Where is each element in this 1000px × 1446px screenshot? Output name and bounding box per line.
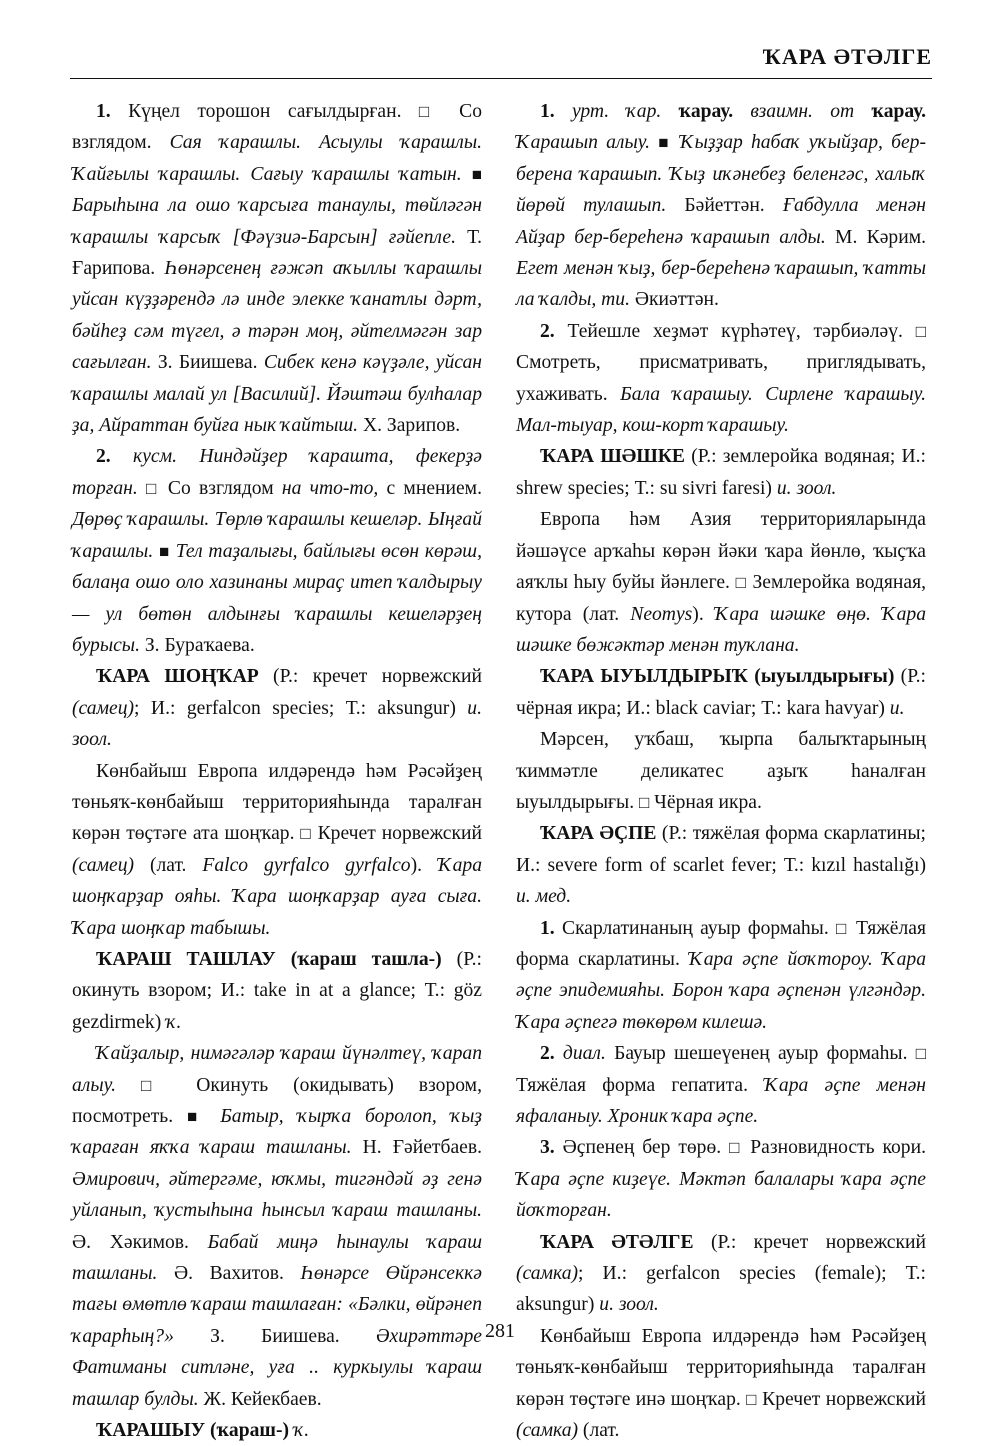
quotation: Әмирович, әйтергәме, юҡмы, тигәндәй әҙ генә уйланып, ҡустыһына һынсыл ҡараш ташланы.	[72, 1168, 482, 1222]
entry-sense-3	[516, 1132, 926, 1226]
entry-sense-2	[516, 316, 926, 442]
grammar-label: и. мед.	[516, 886, 572, 908]
example-text: Дөрөҫ ҡарашлы. Төрлө ҡарашлы кешеләр. Ыңғай ҡарашлы.	[72, 509, 482, 562]
translations: (Р.: чёрная икра; И.: black caviar; Т.: kara havyar)	[516, 666, 926, 719]
grammar-label: и. зоол.	[72, 697, 482, 751]
russian-gloss: Кречет норвежский	[756, 1388, 926, 1410]
example-marker-icon: ■	[187, 1107, 207, 1126]
ru-marker-icon: □	[746, 1389, 757, 1409]
entry-karash-tashlau	[72, 944, 482, 1038]
quotation: Батыр, ҡырҡа боролоп, ҡыҙ ҡараған яҡҡа ҡараш ташланы.	[72, 1106, 482, 1159]
header-rule	[70, 78, 932, 79]
example-marker-icon: ■	[158, 541, 170, 561]
quote-author: Бәйеттән.	[666, 195, 783, 217]
quote-author: Әкиәттән.	[629, 289, 719, 311]
entry-kara-atalge	[516, 1227, 926, 1321]
quotation: Ғабдулла менән Айҙар бер-береһенә ҡарашып алды.	[516, 195, 926, 248]
translations: ; И.: gerfalcon species (female); Т.: aksungur)	[516, 1263, 926, 1316]
russian-gloss: (лат.	[134, 854, 203, 876]
russian-gloss: Землеройка водяная, кутора (лат.	[516, 572, 926, 625]
translations: (Р.: тяжёлая форма скарлатины; И.: severe form of scarlet fever; Т.: kızıl hastalığı)	[516, 823, 926, 876]
cross-reference: ҡарау.	[871, 101, 926, 122]
quote-author: Х. Зарипов.	[358, 415, 461, 437]
quotation: Һөнәрсенең ғәжәп аҡыллы ҡарашлы уйсан күҙҙәрендә лә инде элекке ҡанатлы дәрт, бәйһеҙ сәм түгел, ә тәрән моң, әйтелмәгән зар сағылған.	[72, 258, 483, 374]
entry-definition	[72, 756, 482, 944]
grammar-label: и.	[889, 697, 905, 719]
quote-author: Ә. Хәкимов.	[72, 1231, 208, 1253]
grammar-label: ҡ.	[166, 1011, 182, 1033]
russian-gloss: Тяжёлая форма гепатита.	[516, 1074, 765, 1096]
definition-text: Ниндәйҙер ҡарашта, фекерҙә торған.	[72, 446, 482, 499]
definition-text: Европа һәм Азия территорияларында йәшәүсе арҡаһы көрән йәки ҡара йөнлө, ҡыҫҡа аяҡлы һыу буйы йәнлеге.	[516, 509, 926, 594]
example-marker-icon: ■	[658, 133, 672, 153]
page-number: 281	[485, 1320, 515, 1342]
entry-sense-1	[516, 913, 926, 1039]
translation-note: (самка)	[516, 1420, 579, 1442]
sense-number: 2.	[540, 320, 555, 342]
sense-number: 1.	[540, 101, 555, 122]
quotation: Сибек кенә кәүҙәле, уйсан ҡарашлы малай ул [Василий]. Йәштәш булһалар ҙа, Айраттан буйға нык ҡайтыш.	[72, 352, 482, 437]
quotation: Тел таҙалығы, байлығы өсөн көрәш, балаңа ошо оло хазинаны мираҫ итеп ҡалдырыу — ул бөтөн алдынғы ҡарашлы кешеләрҙең бурысы.	[72, 540, 482, 656]
translation-note: (самец)	[72, 697, 135, 719]
ru-marker-icon: □	[729, 1138, 743, 1158]
ru-marker-icon: □	[146, 478, 160, 498]
quotation: Ҡыҙҙар һабаҡ уҡыйҙар, бер-берена ҡарашып. Ҡыҙ иҡәнебеҙ беленгәс, халыҡ йөрөй тулашып.	[516, 132, 926, 217]
definition-text: Тейешле хеҙмәт күрһәтеү, тәрбиәләү.	[554, 320, 916, 342]
russian-gloss: ).	[410, 854, 438, 876]
ru-marker-icon: □	[836, 918, 849, 938]
quote-author: М. Кәрим.	[825, 226, 926, 248]
russian-gloss: Со взглядом	[159, 477, 282, 499]
example-text: Ҡарашып алыу.	[516, 132, 651, 154]
example-text: Ҡара әҫпе менән яфаланыу. Хроник ҡара әҫпе.	[516, 1074, 926, 1127]
grammar-label: взаимн. от	[733, 101, 872, 122]
entry-kara-aspe	[516, 818, 926, 912]
example-text: Ҡара шәшке өңө. Ҡара шәшке бөжәктәр менән туҡлана.	[516, 603, 927, 656]
headword: ҠАРАШЫУ (ҡараш-)	[96, 1420, 289, 1442]
ru-marker-icon: □	[915, 321, 926, 341]
sense-number: 2.	[540, 1043, 555, 1065]
quote-author: Н. Ғәйетбаев.	[351, 1137, 482, 1159]
example-text: Ҡара әҫпе киҙеүе. Мәктәп балалары ҡара әҫпе йоҡторған.	[516, 1168, 926, 1222]
grammar-label: ҡ.	[289, 1420, 310, 1442]
grammar-label: и. зоол.	[599, 1294, 659, 1316]
latin-name: Neomys	[630, 603, 693, 625]
definition-text: Бауыр шешеүенең ауыр формаһы.	[605, 1043, 916, 1065]
running-head: ҠАРА ӘТӘЛГЕ	[762, 44, 932, 69]
grammar-label: урт. ҡар.	[554, 101, 679, 122]
quotation: Бабай миңә һынаулы ҡараш ташланы.	[72, 1231, 482, 1285]
entry-sense-1	[516, 96, 926, 316]
entry-definition	[516, 504, 926, 661]
translations: (Р.: землеройка водяная; И.: shrew species; Т.: su sivri faresi)	[516, 446, 926, 499]
quotation: Егет менән ҡыҙ, бер-береһенә ҡарашып, ҡатты ла ҡалды, ти.	[516, 258, 926, 311]
entry-kara-yuyldyryk	[516, 661, 926, 724]
quote-author: Ә. Вахитов.	[157, 1263, 301, 1285]
definition-text: Көнбайыш Европа илдәрендә һәм Рәсәйҙең төньяҡ-көнбайыш территорияһында таралған көрән төҫтәге ата шоңҡар.	[72, 760, 482, 845]
example-text: Ҡара шоңҡарҙар ояһы. Ҡара шоңҡарҙар ауға сыға. Ҡара шоңҡар табышы.	[72, 854, 483, 939]
russian-gloss: Смотреть, присматривать, приглядывать, ухаживать.	[516, 352, 926, 405]
quotation: Барыһына ла ошо ҡарсыға танаулы, төйләгән ҡарашлы ҡарсыҡ [Фәүзиә-Барсын] ғәйепле.	[72, 195, 482, 248]
russian-gloss: Со взглядом.	[72, 101, 482, 154]
sense-number: 2.	[96, 446, 111, 468]
russian-gloss: Окинуть (окидывать) взором, посмотреть.	[72, 1074, 482, 1127]
sense-number: 1.	[540, 917, 555, 939]
example-text: Сая ҡарашлы. Асыулы ҡарашлы. Ҡайғылы ҡарашлы. Сағыу ҡарашлы ҡатын.	[72, 132, 482, 185]
definition-text: Мәрсен, уҡбаш, ҡырпа балыҡтарының ҡиммәтле деликатес аҙыҡ һаналған ыуылдырығы.	[516, 729, 926, 813]
quote-author: З. Биишева.	[151, 352, 264, 374]
quote-author: З. Биишева.	[173, 1325, 376, 1347]
ru-marker-icon: □	[300, 824, 312, 844]
russian-gloss: (лат.	[578, 1420, 620, 1442]
entry-sense-1	[72, 96, 482, 441]
quotation: Һөнәрсе Өйрәнсеккә тағы өмөтлө ҡараш ташлаған: «Бәлки, өйрәнеп ҡарарһың?»	[72, 1263, 482, 1347]
entry-kara-shonkar	[72, 661, 482, 755]
translation-note: (самка)	[516, 1263, 579, 1285]
quote-author: Т. Ғарипова.	[72, 226, 482, 280]
latin-name: Falco gyrfalco gyrfalco	[202, 854, 411, 876]
headword: ҠАРА ШОҢҠАР	[96, 666, 259, 688]
quote-author: З. Бураҡаева.	[139, 634, 255, 656]
russian-gloss: Кречет норвежский	[311, 823, 482, 845]
translations: (Р.: кречет норвежский	[258, 666, 482, 688]
headword: ҠАРА ЫУЫЛДЫРЫҠ (ыуылдырығы)	[540, 666, 895, 688]
entry-definition	[72, 1038, 482, 1415]
headword: ҠАРАШ ТАШЛАУ (ҡараш ташла-)	[96, 948, 442, 970]
translations: ; И.: gerfalcon species; Т.: aksungur)	[134, 697, 468, 719]
ru-marker-icon: □	[639, 792, 650, 812]
entry-definition	[516, 724, 926, 818]
ru-marker-icon: □	[140, 1075, 172, 1095]
definition-text: Көнбайыш Европа илдәрендә һәм Рәсәйҙең төньяҡ-көнбайыш территорияһында таралған көрән төҫтәге инә шоңҡар.	[516, 1325, 926, 1410]
right-column	[516, 96, 926, 1446]
headword: ҠАРА ӘҪПЕ	[540, 823, 657, 845]
russian-gloss-italic: на что-то,	[281, 477, 379, 499]
left-column	[72, 96, 482, 1446]
grammar-label: кусм.	[110, 446, 178, 468]
example-marker-icon: ■	[471, 164, 482, 184]
definition-text: Скарлатинаның ауыр формаһы.	[554, 917, 837, 939]
russian-gloss: Чёрная икра.	[649, 791, 762, 813]
russian-gloss: Разновидность кори.	[742, 1137, 926, 1159]
definition-text: Күңел торошон сағылдырған.	[110, 101, 419, 122]
grammar-label: и. зоол.	[776, 477, 837, 499]
definition-text: Әҫпенең бер төрө.	[554, 1137, 730, 1159]
translations: (Р.: окинуть взором; И.: take in at a glance; Т.: göz gezdirmek)	[72, 948, 482, 1033]
grammar-label: диал.	[554, 1043, 606, 1065]
example-text: Ҡара әҫпе йоҡтороу. Ҡара әҫпе эпидемияһы. Борон ҡара әҫпенән үлгәндәр. Ҡара әҫпегә төкөрөм килешә.	[516, 948, 926, 1033]
entry-sense-2	[72, 441, 482, 661]
translations: (Р.: кречет норвежский	[693, 1231, 926, 1253]
example-text: Бала ҡарашыу. Сирлене ҡарашыу. Мал-тыуар, кош-корт ҡарашыу.	[516, 383, 926, 437]
entry-sense-2	[516, 1038, 926, 1132]
ru-marker-icon: □	[735, 573, 747, 593]
russian-gloss: с мнением.	[378, 477, 482, 499]
russian-gloss: Тяжёлая форма скарлатины.	[516, 917, 926, 970]
quotation: Әхирәттәре Фатиманы ситләне, уға .. куркыулы ҡараш ташлар булды.	[72, 1325, 482, 1410]
sense-number: 3.	[540, 1137, 555, 1159]
ru-marker-icon: □	[418, 102, 442, 121]
russian-gloss: ).	[692, 603, 715, 625]
headword: ҠАРА ӘТӘЛГЕ	[540, 1231, 694, 1253]
cross-reference: ҡарау.	[678, 101, 734, 122]
definition-text: Ҡайҙалыр, нимәгәләр ҡараш йүнәлтеү, ҡарап алыу.	[72, 1043, 482, 1096]
entry-kara-shashke	[516, 441, 926, 504]
translation-note: (самец)	[72, 854, 135, 876]
sense-number: 1.	[96, 101, 111, 122]
quote-author: Ж. Кейекбаев.	[198, 1388, 322, 1410]
headword: ҠАРА ШӘШКЕ	[540, 446, 686, 468]
ru-marker-icon: □	[915, 1044, 926, 1064]
entry-karashyu	[72, 1415, 482, 1446]
